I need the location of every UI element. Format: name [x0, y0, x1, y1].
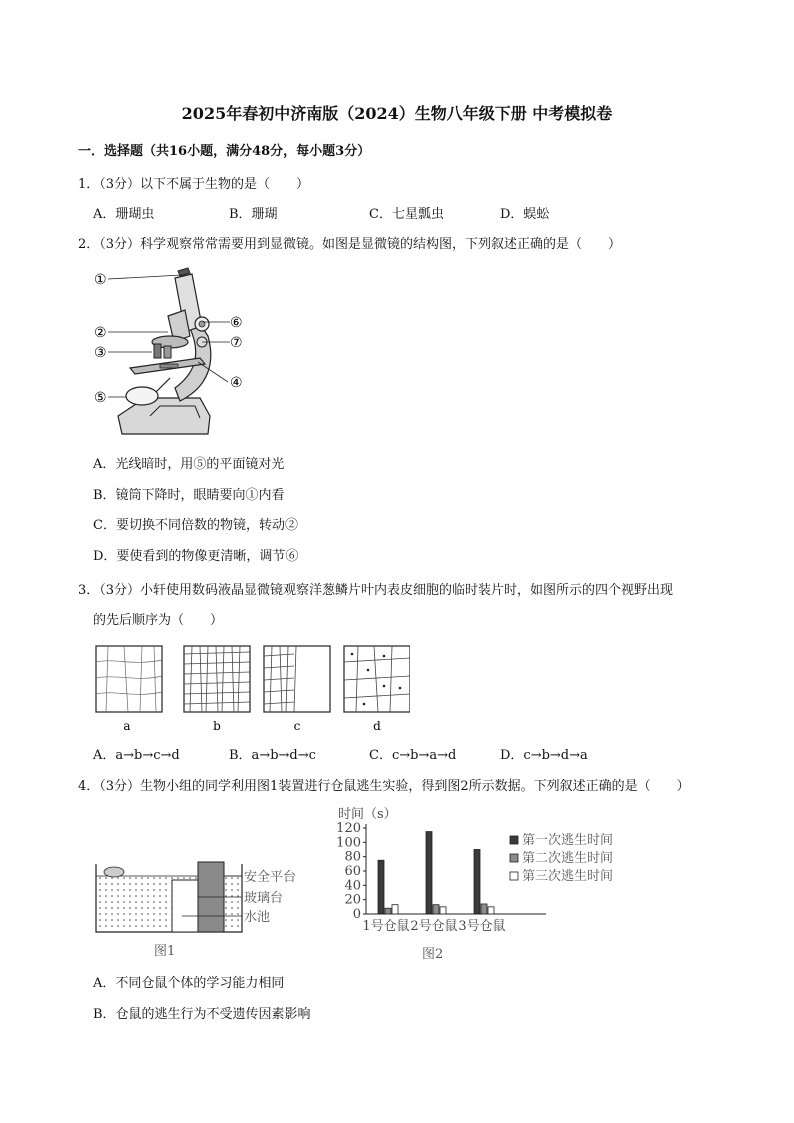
q2-option-c[interactable]: C．要切换不同倍数的物镜，转动②: [93, 518, 298, 533]
question-3-stem-line1: 3．（3分）小轩使用数码液晶显微镜观察洋葱鳞片叶内表皮细胞的临时装片时，如图所示的四个视野出现: [78, 583, 674, 598]
section-heading: 一．选择题（共16小题，满分48分，每小题3分）: [78, 144, 371, 159]
q3-option-d[interactable]: D．c→b→d→a: [500, 748, 588, 763]
y-tick-label: 80: [344, 849, 361, 865]
question-2-stem: 2．（3分）科学观察常常需要用到显微镜。如图是显微镜的结构图，下列叙述正确的是（ ）: [78, 237, 622, 252]
bar-2-series-2: [433, 905, 439, 914]
page-title: 2025年春初中济南版（2024）生物八年级下册 中考模拟卷: [181, 104, 613, 123]
question-4-stem: 4．（3分）生物小组的同学利用图1装置进行仓鼠逃生实验，得到图2所示数据。下列叙述正确的是（ ）: [78, 779, 690, 794]
y-tick-label: 20: [344, 892, 361, 908]
q1-option-b[interactable]: B．珊瑚: [229, 207, 278, 222]
cell-views-figure: [94, 644, 410, 736]
q1-option-c[interactable]: C．七星瓢虫: [369, 207, 444, 222]
q2-option-a[interactable]: A．光线暗时，用⑤的平面镜对光: [93, 457, 285, 472]
bar-2-series-3: [440, 907, 446, 914]
legend-label: 第二次逃生时间: [522, 851, 614, 866]
bar-3-series-3: [488, 907, 494, 914]
view-c: [264, 646, 330, 733]
figure-1-caption: 图1: [154, 944, 176, 959]
label-3: ③: [94, 345, 107, 361]
bar-2-series-1: [426, 832, 432, 914]
view-a: [96, 646, 162, 733]
label-5: ⑤: [94, 390, 107, 406]
legend-swatch: [510, 836, 518, 844]
y-tick-label: 120: [336, 821, 361, 836]
label-7: ⑦: [230, 335, 243, 351]
category-label: 3号仓鼠: [458, 919, 506, 934]
q2-option-b[interactable]: B．镜筒下降时，眼睛要向①内看: [93, 488, 285, 503]
category-label: 1号仓鼠: [362, 919, 410, 934]
label-2: ②: [94, 325, 107, 341]
view-c-label: c: [293, 719, 301, 733]
view-b: [184, 646, 250, 733]
legend-swatch: [510, 854, 518, 862]
y-tick-label: 40: [344, 878, 361, 894]
chart-legend: [510, 832, 613, 884]
label-4: ④: [230, 375, 243, 391]
bar-3-series-1: [474, 850, 480, 915]
q1-option-d[interactable]: D．蜈蚣: [500, 207, 550, 222]
water-pool-label: 水池: [244, 910, 271, 925]
label-1: ①: [94, 272, 107, 288]
y-axis-title: 时间（s）: [338, 807, 397, 822]
figure-2-caption: 图2: [422, 947, 444, 962]
bar-3-series-2: [481, 904, 487, 914]
escape-apparatus-figure: [92, 852, 314, 962]
q1-option-a[interactable]: A．珊瑚虫: [93, 207, 155, 222]
y-tick-label: 60: [344, 864, 361, 879]
y-tick-label: 100: [336, 835, 361, 851]
category-label: 2号仓鼠: [410, 919, 458, 934]
q2-option-d[interactable]: D．要使看到的物像更清晰，调节⑥: [93, 549, 299, 564]
label-6: ⑥: [230, 315, 243, 331]
bar-1-series-2: [385, 908, 391, 914]
safe-platform-label: 安全平台: [244, 870, 297, 885]
q4-option-a[interactable]: A．不同仓鼠个体的学习能力相同: [93, 976, 285, 991]
view-b-label: b: [213, 719, 221, 733]
bar-1-series-1: [378, 860, 384, 914]
view-d: [344, 646, 410, 733]
q3-option-a[interactable]: A．a→b→c→d: [93, 748, 180, 763]
legend-swatch: [510, 872, 518, 880]
glass-platform-label: 玻璃台: [244, 891, 284, 906]
bar-1-series-3: [392, 905, 398, 914]
q3-option-c[interactable]: C．c→b→a→d: [369, 748, 457, 763]
legend-label: 第三次逃生时间: [522, 869, 614, 884]
microscope-figure: [90, 266, 260, 444]
q3-option-b[interactable]: B．a→b→d→c: [229, 748, 316, 763]
question-3-stem-line2: 的先后顺序为（ ）: [93, 613, 224, 628]
view-a-label: a: [123, 719, 131, 733]
view-d-label: d: [373, 719, 381, 733]
y-tick-label: 0: [352, 907, 361, 922]
question-1-stem: 1．（3分）以下不属于生物的是（ ）: [78, 177, 310, 192]
q4-option-b[interactable]: B．仓鼠的逃生行为不受遗传因素影响: [93, 1007, 311, 1022]
legend-label: 第一次逃生时间: [522, 833, 614, 848]
escape-time-chart: [334, 804, 624, 962]
